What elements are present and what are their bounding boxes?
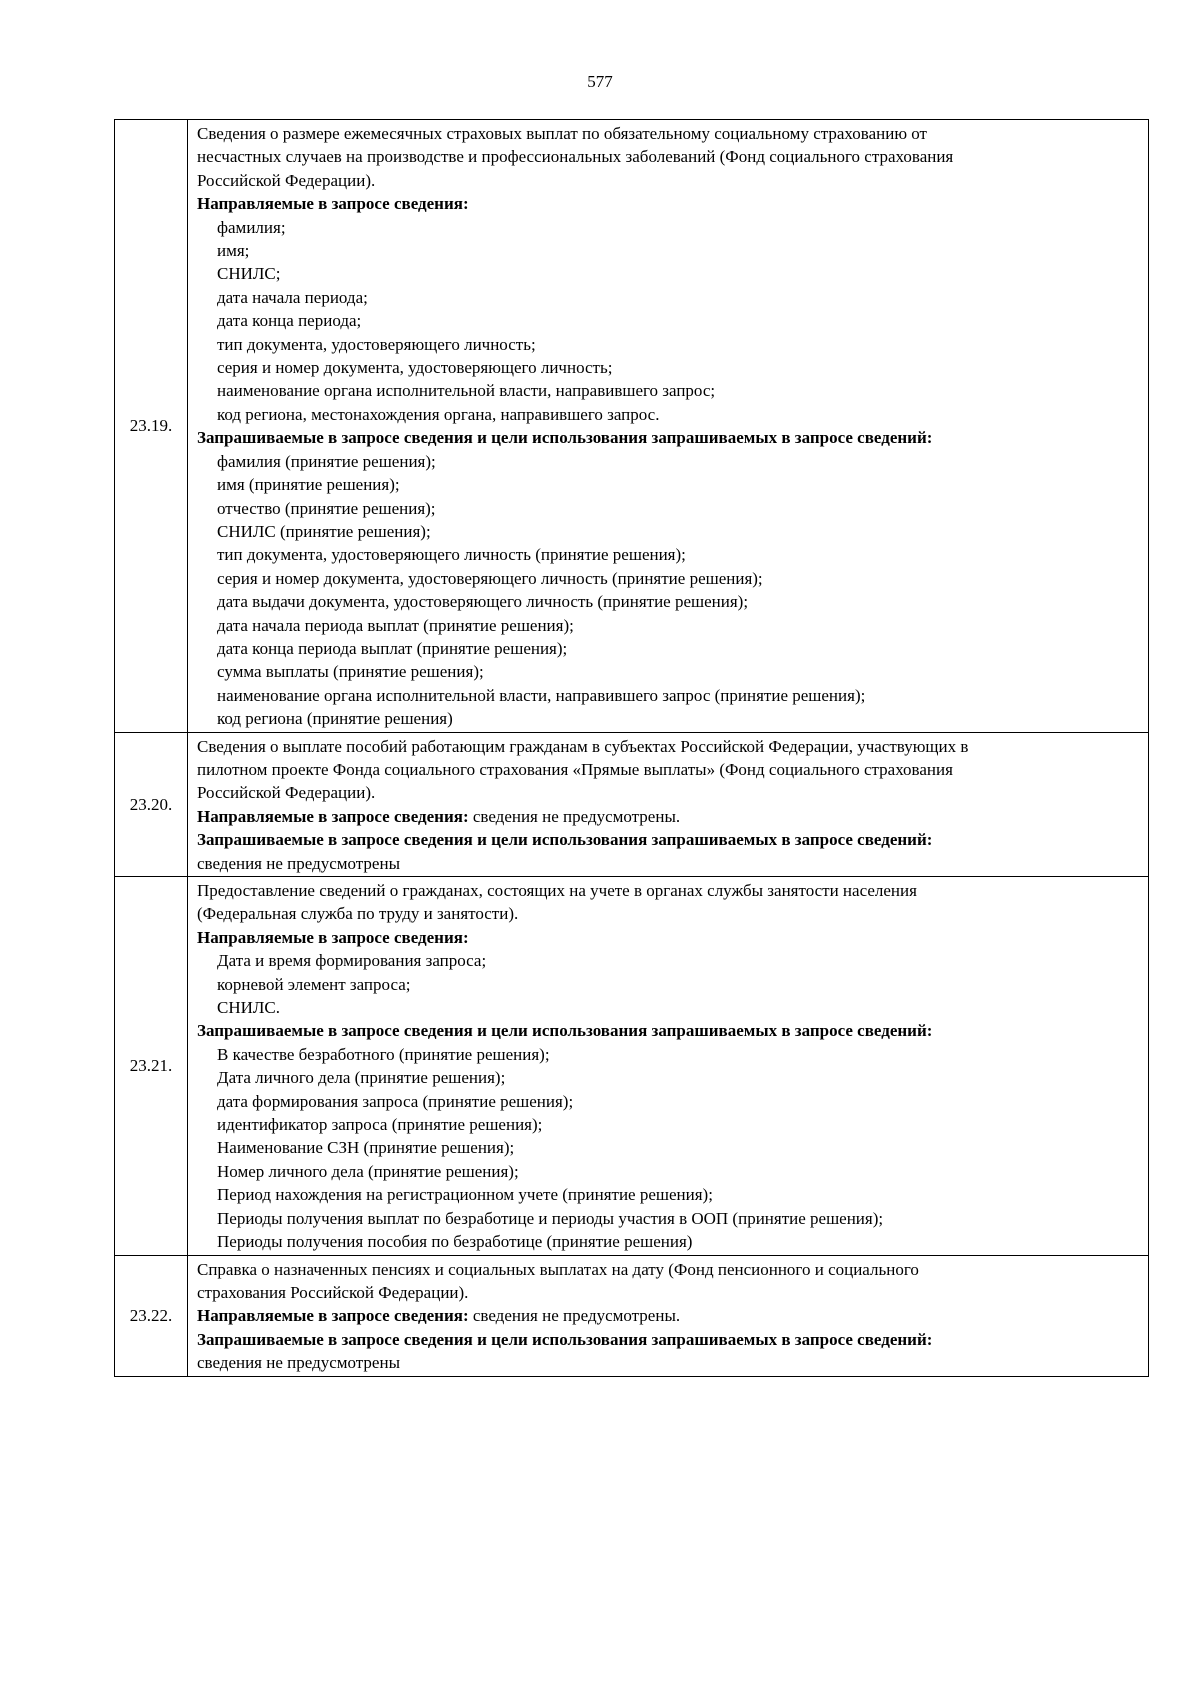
requested-data-item: Наименование СЗН (принятие решения); — [217, 1138, 515, 1158]
sent-data-item: дата начала периода; — [217, 287, 368, 307]
sent-data-heading: Направляемые в запросе сведения: — [197, 806, 469, 826]
sent-data-heading: Направляемые в запросе сведения: — [197, 1306, 469, 1326]
requested-data-item: СНИЛС (принятие решения); — [217, 521, 431, 541]
row-content-cell — [188, 877, 1149, 1256]
requested-data-item: Период нахождения на регистрационном учете (принятие решения); — [217, 1185, 713, 1205]
row-number: 23.22. — [129, 1305, 173, 1325]
row-number-cell — [115, 120, 188, 733]
description-line: Российской Федерации). — [197, 170, 376, 190]
row-content-cell — [188, 120, 1149, 733]
row-content-cell — [188, 732, 1149, 876]
requested-data-item: дата выдачи документа, удостоверяющего личность (принятие решения); — [217, 592, 749, 612]
sent-data-heading: Направляемые в запросе сведения: — [197, 927, 469, 947]
description-line: Сведения о выплате пособий работающим гражданам в субъектах Российской Федерации, участвующих в — [197, 736, 969, 756]
services-table — [114, 119, 1149, 1377]
requested-data-item: Дата личного дела (принятие решения); — [217, 1068, 506, 1088]
sent-data-text: сведения не предусмотрены. — [468, 1306, 681, 1326]
table-row — [115, 877, 1149, 1256]
description-line: несчастных случаев на производстве и профессиональных заболеваний (Фонд социального страхования — [197, 147, 954, 167]
row-number: 23.19. — [129, 416, 173, 436]
row-number-cell — [115, 877, 188, 1256]
requested-data-heading: Запрашиваемые в запросе сведения и цели использования запрашиваемых в запросе сведений: — [197, 830, 933, 850]
description-line: Предоставление сведений о гражданах, состоящих на учете в органах службы занятости населения — [197, 881, 917, 900]
sent-data-item: тип документа, удостоверяющего личность; — [217, 334, 536, 354]
sent-data-heading: Направляемые в запросе сведения: — [197, 194, 469, 214]
sent-data-item: СНИЛС. — [217, 998, 281, 1018]
description-line: страхования Российской Федерации). — [197, 1282, 469, 1302]
sent-data-line — [197, 805, 1140, 828]
requested-data-item: фамилия (принятие решения); — [217, 451, 436, 471]
requested-data-item: идентификатор запроса (принятие решения); — [217, 1115, 543, 1135]
requested-data-item: дата конца периода выплат (принятие решения); — [217, 638, 568, 658]
sent-data-item: дата конца периода; — [217, 311, 362, 331]
requested-data-item: Периоды получения пособия по безработице (принятие решения) — [217, 1232, 693, 1252]
requested-data-item: наименование органа исполнительной власти, направившего запрос (принятие решения); — [217, 685, 866, 705]
description-line: пилотном проекте Фонда социального страхования «Прямые выплаты» (Фонд социального страхования — [197, 759, 953, 779]
sent-data-line — [197, 1304, 1140, 1327]
sent-data-item: СНИЛС; — [217, 264, 281, 284]
requested-data-heading: Запрашиваемые в запросе сведения и цели использования запрашиваемых в запросе сведений: — [197, 1329, 933, 1349]
description-line: Справка о назначенных пенсиях и социальных выплатах на дату (Фонд пенсионного и социального — [197, 1259, 919, 1279]
requested-data-heading: Запрашиваемые в запросе сведения и цели использования запрашиваемых в запросе сведений: — [197, 428, 933, 448]
sent-data-item: код региона, местонахождения органа, направившего запрос. — [217, 404, 660, 424]
requested-data-item: В качестве безработного (принятие решения); — [217, 1044, 550, 1064]
requested-data-item: имя (принятие решения); — [217, 475, 400, 495]
sent-data-item: фамилия; — [217, 217, 286, 237]
row-number-cell — [115, 1255, 188, 1376]
requested-data-heading: Запрашиваемые в запросе сведения и цели использования запрашиваемых в запросе сведений: — [197, 1021, 933, 1041]
requested-data-item: Номер личного дела (принятие решения); — [217, 1161, 519, 1181]
sent-data-item: имя; — [217, 241, 250, 261]
requested-data-item: Периоды получения выплат по безработице и периоды участия в ООП (принятие решения); — [217, 1208, 884, 1228]
sent-data-text: сведения не предусмотрены. — [468, 806, 681, 826]
row-content-cell — [188, 1255, 1149, 1376]
sent-data-item: серия и номер документа, удостоверяющего личность; — [217, 358, 613, 378]
requested-data-text: сведения не предусмотрены — [197, 853, 400, 873]
requested-data-item: серия и номер документа, удостоверяющего личность (принятие решения); — [217, 568, 763, 588]
page-number: 577 — [587, 72, 613, 91]
table-row — [115, 120, 1149, 733]
description-line: (Федеральная служба по труду и занятости). — [197, 904, 519, 924]
requested-data-item: сумма выплаты (принятие решения); — [217, 662, 484, 682]
description-line: Российской Федерации). — [197, 783, 376, 803]
row-number: 23.21. — [129, 1056, 173, 1076]
row-number: 23.20. — [129, 794, 173, 814]
requested-data-item: дата формирования запроса (принятие решения); — [217, 1091, 574, 1111]
requested-data-item: тип документа, удостоверяющего личность (принятие решения); — [217, 545, 686, 565]
description-line: Сведения о размере ежемесячных страховых выплат по обязательному социальному страхованию от — [197, 124, 927, 143]
table-row — [115, 732, 1149, 876]
requested-data-text: сведения не предусмотрены — [197, 1353, 400, 1373]
sent-data-item: Дата и время формирования запроса; — [217, 951, 487, 971]
table-row — [115, 1255, 1149, 1376]
sent-data-item: корневой элемент запроса; — [217, 974, 411, 994]
requested-data-item: дата начала периода выплат (принятие решения); — [217, 615, 574, 635]
requested-data-item: код региона (принятие решения) — [217, 709, 453, 729]
row-number-cell — [115, 732, 188, 876]
sent-data-item: наименование органа исполнительной власти, направившего запрос; — [217, 381, 716, 401]
requested-data-item: отчество (принятие решения); — [217, 498, 436, 518]
